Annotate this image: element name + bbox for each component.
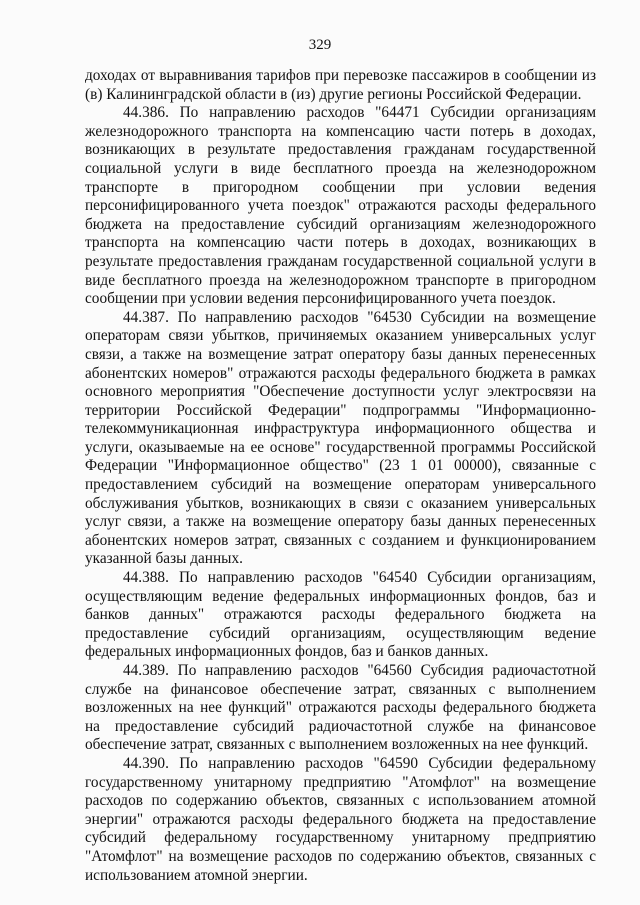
paragraph-44-387: 44.387. По направлению расходов "64530 Субсидии на возмещение операторам связи убытков, причиняемых оказанием универсальных услуг связи, а также на возмещение затрат оператору базы данных перенесенных абонентских номеров" отражаются расходы федерального бюджета в рамках основного мероприятия "Обеспечение доступности услуг электросвязи на территории Российской Федерации" подпрограммы "Информационно-телекоммуникационная инфраструктура информационного общества и услуги, оказываемые на ее основе" государственной программы Российской Федерации "Информационное общество" (23 1 01 00000), связанные с предоставлением субсидий на возмещение операторам универсального обслуживания убытков, возникающих в связи с оказанием универсальных услуг связи, а также на возмещение оператору базы данных перенесенных абонентских номеров затрат, связанных с созданием и функционированием указанной базы данных. <box>85 308 596 568</box>
paragraph-44-386: 44.386. По направлению расходов "64471 Субсидии организациям железнодорожного транспорта на компенсацию части потерь в доходах, возникающих в результате предоставления гражданам государственной социальной услуги в виде бесплатного проезда на железнодорожном транспорте в пригородном сообщении при условии ведения персонифицированного учета поездок" отражаются расходы федерального бюджета на предоставление субсидий организациям железнодорожного транспорта на компенсацию части потерь в доходах, возникающих в результате предоставления гражданам государственной социальной услуги в виде бесплатного проезда на железнодорожном транспорте в пригородном сообщении при условии ведения персонифицированного учета поездок. <box>85 104 596 308</box>
document-body <box>85 67 596 885</box>
paragraph-44-390: 44.390. По направлению расходов "64590 Субсидии федеральному государственному унитарному предприятию "Атомфлот" на возмещение расходов по содержанию объектов, связанных с использованием атомной энергии" отражаются расходы федерального бюджета на предоставление субсидий федеральному государственному унитарному предприятию "Атомфлот" на возмещение расходов по содержанию объектов, связанных с использованием атомной энергии. <box>85 754 596 884</box>
page-number: 329 <box>308 37 332 53</box>
paragraph-44-388: 44.388. По направлению расходов "64540 Субсидии организациям, осуществляющим ведение федеральных информационных фондов, баз и банков данных" отражаются расходы федерального бюджета на предоставление субсидий организациям, осуществляющим ведение федеральных информационных фондов, баз и банков данных. <box>85 569 596 661</box>
paragraph-continuation: доходах от выравнивания тарифов при перевозке пассажиров в сообщении из (в) Калининградской области в (из) другие регионы Российской Федерации. <box>85 67 596 103</box>
paragraph-44-389: 44.389. По направлению расходов "64560 Субсидия радиочастотной службе на финансовое обеспечение затрат, связанных с выполнением возложенных на нее функций" отражаются расходы федерального бюджета на предоставление субсидий радиочастотной службе на финансовое обеспечение затрат, связанных с выполнением возложенных на нее функций. <box>85 662 596 754</box>
